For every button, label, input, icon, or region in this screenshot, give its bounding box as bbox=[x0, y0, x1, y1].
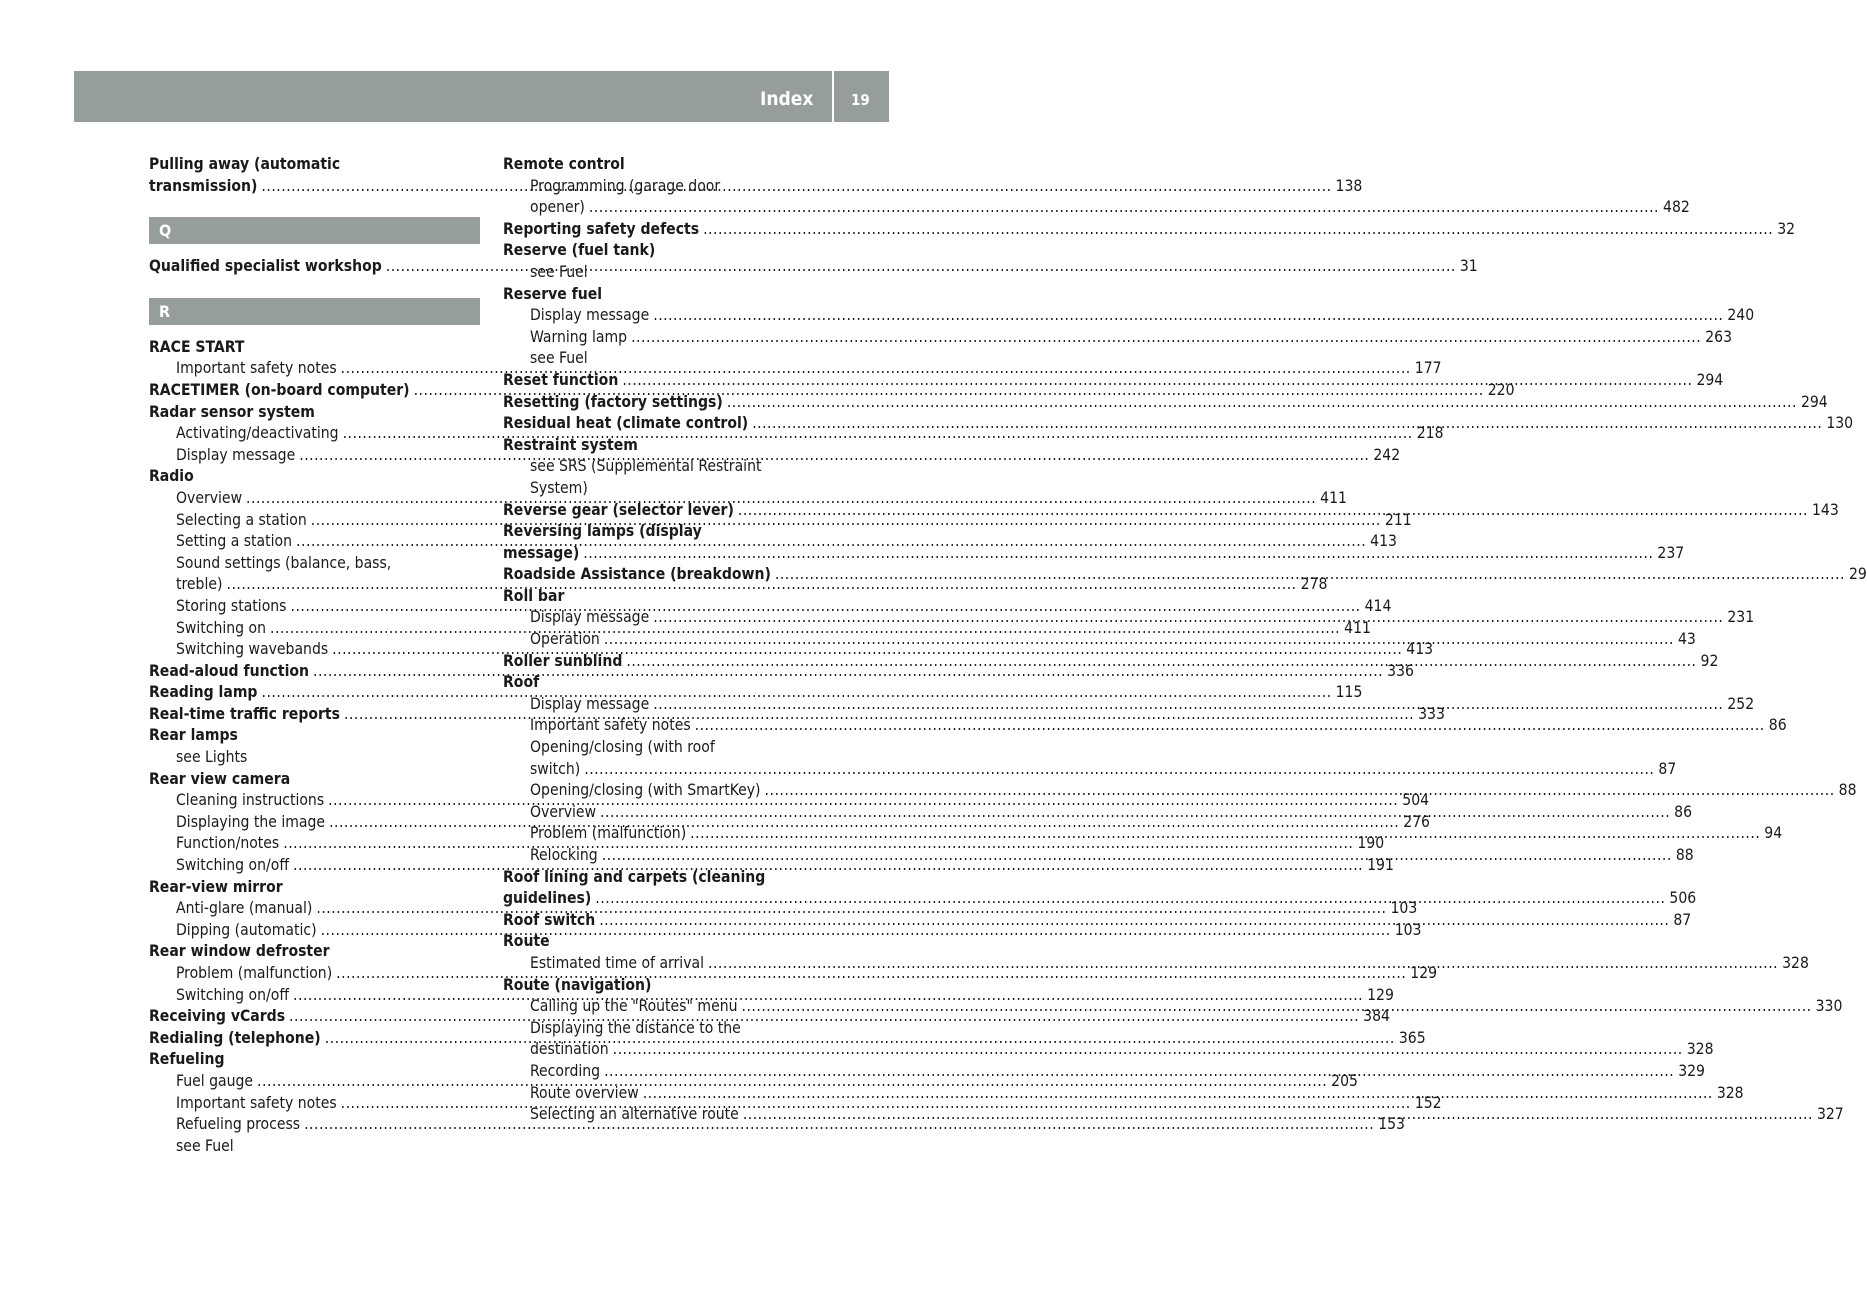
index-subentry bbox=[503, 176, 834, 198]
index-entry bbox=[503, 931, 834, 953]
entry-text: Remote control bbox=[503, 155, 625, 173]
index-entry bbox=[149, 1049, 480, 1071]
index-subentry bbox=[503, 478, 834, 500]
index-entry bbox=[149, 941, 480, 963]
page-reference: 129 bbox=[1410, 964, 1438, 982]
dot-leader bbox=[708, 953, 1778, 975]
index-entry bbox=[503, 975, 834, 997]
entry-text: opener) bbox=[530, 198, 585, 217]
dot-leader bbox=[643, 1083, 1713, 1105]
index-entry bbox=[149, 154, 480, 176]
entry-text: Receiving vCards bbox=[149, 1007, 286, 1026]
entry-text: Warning lamp bbox=[530, 327, 628, 346]
entry-text: Operation bbox=[530, 630, 600, 649]
entry-text: Overview bbox=[530, 802, 597, 821]
page-reference: 191 bbox=[1367, 856, 1394, 875]
entry-text: Qualified specialist workshop bbox=[149, 257, 382, 276]
entry-text: see Lights bbox=[176, 748, 248, 767]
spacer bbox=[149, 325, 480, 337]
page-reference: 92 bbox=[1700, 651, 1719, 670]
dot-leader bbox=[600, 802, 1670, 824]
page-reference: 115 bbox=[1335, 683, 1363, 702]
entry-text: Dipping (automatic) bbox=[176, 920, 317, 939]
dot-leader bbox=[727, 392, 1797, 414]
entry-text: Reversing lamps (display bbox=[503, 522, 702, 541]
page-reference: 414 bbox=[1364, 596, 1392, 615]
entry-text: System) bbox=[530, 478, 588, 497]
entry-text: Setting a station bbox=[176, 532, 293, 551]
page-reference: 278 bbox=[1300, 575, 1328, 594]
entry-text: destination bbox=[530, 1040, 609, 1059]
dot-leader bbox=[631, 327, 1701, 349]
page-reference: 32 bbox=[1777, 219, 1796, 238]
page-number: 19 bbox=[851, 91, 870, 109]
dot-leader bbox=[752, 413, 1822, 435]
index-entry bbox=[503, 672, 834, 694]
dot-leader bbox=[626, 651, 1696, 673]
entry-text: Display message bbox=[176, 445, 296, 464]
entry-text: Anti-glare (manual) bbox=[176, 899, 313, 918]
entry-text: Important safety notes bbox=[176, 1093, 337, 1112]
entry-text: Residual heat (climate control) bbox=[503, 414, 749, 433]
index-subentry bbox=[503, 737, 834, 759]
entry-text: Refueling process bbox=[176, 1115, 301, 1134]
entry-text: treble) bbox=[176, 575, 223, 594]
index-subentry bbox=[149, 747, 480, 769]
index-subentry bbox=[503, 759, 1677, 781]
index-subentry bbox=[503, 348, 834, 370]
dot-leader bbox=[299, 445, 1369, 467]
entry-text: see Fuel bbox=[530, 349, 588, 368]
entry-text: Selecting an alternative route bbox=[530, 1105, 739, 1124]
page-reference: 384 bbox=[1363, 1007, 1390, 1026]
entry-text: Switching on/off bbox=[176, 856, 289, 875]
entry-text: Reporting safety defects bbox=[503, 219, 700, 238]
entry-text: Reading lamp bbox=[149, 683, 258, 702]
entry-text: Overview bbox=[176, 488, 243, 507]
page-reference: 143 bbox=[1812, 500, 1839, 519]
page-reference: 220 bbox=[1487, 380, 1515, 399]
entry-text: switch) bbox=[530, 759, 581, 778]
entry-text: see Fuel bbox=[530, 262, 588, 281]
dot-leader bbox=[604, 629, 1674, 651]
dot-leader bbox=[690, 823, 1760, 845]
entry-text: Function/notes bbox=[176, 834, 280, 853]
entry-text: Fuel gauge bbox=[176, 1071, 254, 1090]
index-entry bbox=[503, 392, 1828, 414]
spacer bbox=[149, 278, 480, 298]
entry-text: Roll bar bbox=[503, 586, 565, 605]
page-reference: 88 bbox=[1838, 781, 1857, 800]
page-reference: 365 bbox=[1398, 1028, 1426, 1047]
entry-text: Redialing (telephone) bbox=[149, 1028, 321, 1047]
index-entry bbox=[503, 284, 834, 306]
index-entry bbox=[149, 402, 480, 424]
header-divider bbox=[832, 71, 834, 122]
entry-text: see SRS (Supplemental Restraint bbox=[530, 457, 762, 476]
index-subentry bbox=[503, 327, 1732, 349]
page-reference: 242 bbox=[1373, 445, 1401, 464]
entry-text: Refueling bbox=[149, 1050, 225, 1069]
page-reference: 329 bbox=[1678, 1061, 1705, 1080]
index-entry bbox=[503, 521, 834, 543]
page-reference: 336 bbox=[1387, 661, 1414, 680]
page-reference: 240 bbox=[1727, 306, 1755, 325]
index-subentry bbox=[503, 456, 834, 478]
page-reference: 504 bbox=[1402, 791, 1430, 810]
index-subentry bbox=[503, 262, 834, 284]
page-reference: 103 bbox=[1394, 920, 1422, 939]
dot-leader bbox=[743, 1104, 1813, 1126]
entry-text: Programming (garage door bbox=[530, 176, 721, 195]
dot-leader bbox=[742, 996, 1812, 1018]
page-reference: 330 bbox=[1815, 997, 1843, 1016]
page-reference: 218 bbox=[1416, 424, 1444, 443]
page-reference: 294 bbox=[1696, 370, 1724, 389]
page-reference: 231 bbox=[1727, 608, 1755, 627]
index-entry bbox=[503, 543, 1685, 565]
page-reference: 413 bbox=[1406, 640, 1434, 659]
page-reference: 138 bbox=[1335, 176, 1363, 195]
entry-text: Problem (malfunction) bbox=[530, 824, 687, 843]
entry-text: Selecting a station bbox=[176, 510, 307, 529]
dot-leader bbox=[583, 543, 1653, 565]
entry-text: Switching wavebands bbox=[176, 640, 329, 659]
page-reference: 413 bbox=[1370, 532, 1397, 551]
entry-text: Problem (malfunction) bbox=[176, 964, 333, 982]
dot-leader bbox=[703, 219, 1773, 241]
spacer bbox=[149, 244, 480, 256]
page-reference: 506 bbox=[1669, 889, 1697, 908]
page-reference: 129 bbox=[1367, 985, 1394, 1004]
page-reference: 177 bbox=[1414, 359, 1442, 378]
page-reference: 88 bbox=[1675, 846, 1694, 864]
entry-text: Estimated time of arrival bbox=[530, 953, 704, 972]
index-subentry bbox=[503, 1039, 1714, 1061]
entry-text: Roadside Assistance (breakdown) bbox=[503, 565, 771, 584]
page-reference: 263 bbox=[1705, 327, 1732, 346]
page-reference: 29 bbox=[1849, 565, 1867, 584]
section-letter-header: R bbox=[149, 298, 480, 325]
index-subentry bbox=[503, 197, 1690, 219]
page-reference: 327 bbox=[1816, 1105, 1844, 1124]
entry-text: RACETIMER (on-board computer) bbox=[149, 380, 410, 399]
entry-text: Pulling away (automatic bbox=[149, 155, 341, 173]
section-letter-header: Q bbox=[149, 217, 480, 244]
index-entry bbox=[149, 337, 480, 359]
index-entry bbox=[503, 586, 834, 608]
entry-text: Roller sunblind bbox=[503, 651, 623, 670]
index-entry bbox=[149, 769, 480, 791]
entry-text: Displaying the image bbox=[176, 812, 326, 831]
page-reference: 482 bbox=[1663, 198, 1690, 217]
entry-text: Important safety notes bbox=[530, 716, 691, 735]
page-reference: 333 bbox=[1418, 704, 1445, 723]
index-subentry bbox=[503, 715, 1787, 737]
dot-leader bbox=[604, 1061, 1674, 1083]
entry-text: Roof switch bbox=[503, 910, 596, 929]
dot-leader bbox=[622, 370, 1692, 392]
index-entry bbox=[503, 219, 1796, 241]
index-subentry bbox=[503, 1018, 834, 1040]
entry-text: Opening/closing (with roof bbox=[530, 738, 715, 757]
entry-text: Rear view camera bbox=[149, 769, 291, 788]
dot-leader bbox=[599, 910, 1669, 932]
page-reference: 328 bbox=[1686, 1040, 1714, 1059]
dot-leader bbox=[775, 564, 1845, 586]
index-subentry bbox=[503, 305, 1755, 327]
entry-text: Reset function bbox=[503, 370, 619, 389]
entry-text: Displaying the distance to the bbox=[530, 1018, 741, 1037]
dot-leader bbox=[738, 500, 1808, 522]
page-reference: 87 bbox=[1673, 910, 1692, 929]
entry-text: Radio bbox=[149, 467, 194, 486]
page-reference: 31 bbox=[1459, 257, 1478, 276]
entry-text: Resetting (factory settings) bbox=[503, 392, 723, 411]
page-reference: 294 bbox=[1800, 392, 1828, 411]
page-reference: 153 bbox=[1378, 1115, 1405, 1134]
dot-leader bbox=[589, 197, 1659, 219]
spacer bbox=[149, 197, 480, 217]
entry-text: Reserve (fuel tank) bbox=[503, 241, 656, 260]
page-reference: 103 bbox=[1390, 899, 1418, 918]
page-reference: 190 bbox=[1357, 834, 1385, 853]
page-reference: 86 bbox=[1768, 716, 1787, 735]
index-subentry bbox=[149, 553, 480, 575]
page-reference: 276 bbox=[1403, 812, 1430, 831]
entry-text: Reverse gear (selector lever) bbox=[503, 500, 734, 519]
entry-text: RACE START bbox=[149, 337, 245, 356]
dot-leader bbox=[695, 715, 1765, 737]
entry-text: Sound settings (balance, bass, bbox=[176, 553, 392, 572]
page-reference: 411 bbox=[1320, 488, 1347, 507]
entry-text: Restraint system bbox=[503, 435, 638, 454]
entry-text: Read-aloud function bbox=[149, 661, 310, 680]
index-entry bbox=[149, 877, 480, 899]
entry-text: Roof lining and carpets (cleaning bbox=[503, 867, 766, 886]
page-header-title: Index bbox=[760, 88, 814, 110]
dot-leader bbox=[602, 845, 1672, 867]
entry-text: Calling up the "Routes" menu bbox=[530, 997, 738, 1016]
entry-text: Real-time traffic reports bbox=[149, 704, 340, 723]
page-reference: 252 bbox=[1727, 694, 1755, 713]
dot-leader bbox=[653, 305, 1723, 327]
index-subentry bbox=[149, 1136, 480, 1158]
entry-text: message) bbox=[503, 543, 580, 562]
page-reference: 87 bbox=[1658, 759, 1677, 778]
entry-text: Switching on bbox=[176, 618, 267, 637]
index-entry bbox=[503, 154, 834, 176]
entry-text: Activating/deactivating bbox=[176, 424, 339, 443]
entry-text: Radar sensor system bbox=[149, 402, 315, 421]
entry-text: see Fuel bbox=[176, 1136, 234, 1155]
page-reference: 211 bbox=[1384, 510, 1412, 529]
entry-text: Route bbox=[503, 932, 550, 951]
page-reference: 328 bbox=[1782, 953, 1809, 972]
entry-text: Reserve fuel bbox=[503, 284, 603, 303]
entry-text: Rear lamps bbox=[149, 726, 238, 745]
page-reference: 328 bbox=[1716, 1083, 1744, 1102]
entry-text: Storing stations bbox=[176, 596, 287, 615]
page-reference: 237 bbox=[1657, 543, 1685, 562]
entry-text: Route (navigation) bbox=[503, 975, 652, 994]
dot-leader bbox=[653, 607, 1723, 629]
entry-text: Relocking bbox=[530, 846, 598, 864]
index-entry bbox=[149, 725, 480, 747]
page-reference: 152 bbox=[1414, 1093, 1442, 1112]
page-reference: 205 bbox=[1331, 1071, 1358, 1090]
dot-leader bbox=[653, 694, 1723, 716]
entry-text: guidelines) bbox=[503, 889, 592, 908]
entry-text: Opening/closing (with SmartKey) bbox=[530, 781, 761, 800]
dot-leader bbox=[613, 1039, 1683, 1061]
page-reference: 130 bbox=[1826, 414, 1854, 433]
index-entry bbox=[503, 240, 834, 262]
dot-leader bbox=[584, 759, 1654, 781]
entry-text: Rear-view mirror bbox=[149, 877, 283, 896]
entry-text: Roof bbox=[503, 673, 540, 692]
page-reference: 43 bbox=[1677, 630, 1696, 649]
index-entry bbox=[149, 466, 480, 488]
entry-text: Important safety notes bbox=[176, 359, 337, 378]
entry-text: Display message bbox=[530, 694, 650, 713]
dot-leader bbox=[595, 888, 1665, 910]
entry-text: Switching on/off bbox=[176, 985, 289, 1004]
entry-text: Rear window defroster bbox=[149, 942, 330, 961]
index-entry bbox=[503, 867, 834, 889]
page-reference: 411 bbox=[1344, 618, 1371, 637]
entry-text: Display message bbox=[530, 306, 650, 325]
dot-leader bbox=[765, 780, 1835, 802]
entry-text: Cleaning instructions bbox=[176, 791, 325, 810]
entry-text: Recording bbox=[530, 1061, 601, 1080]
page-reference: 94 bbox=[1764, 824, 1783, 843]
index-entry bbox=[503, 435, 834, 457]
page-reference: 86 bbox=[1674, 802, 1693, 821]
entry-text: transmission) bbox=[149, 176, 258, 195]
entry-text: Route overview bbox=[530, 1083, 639, 1102]
entry-text: Display message bbox=[530, 608, 650, 627]
